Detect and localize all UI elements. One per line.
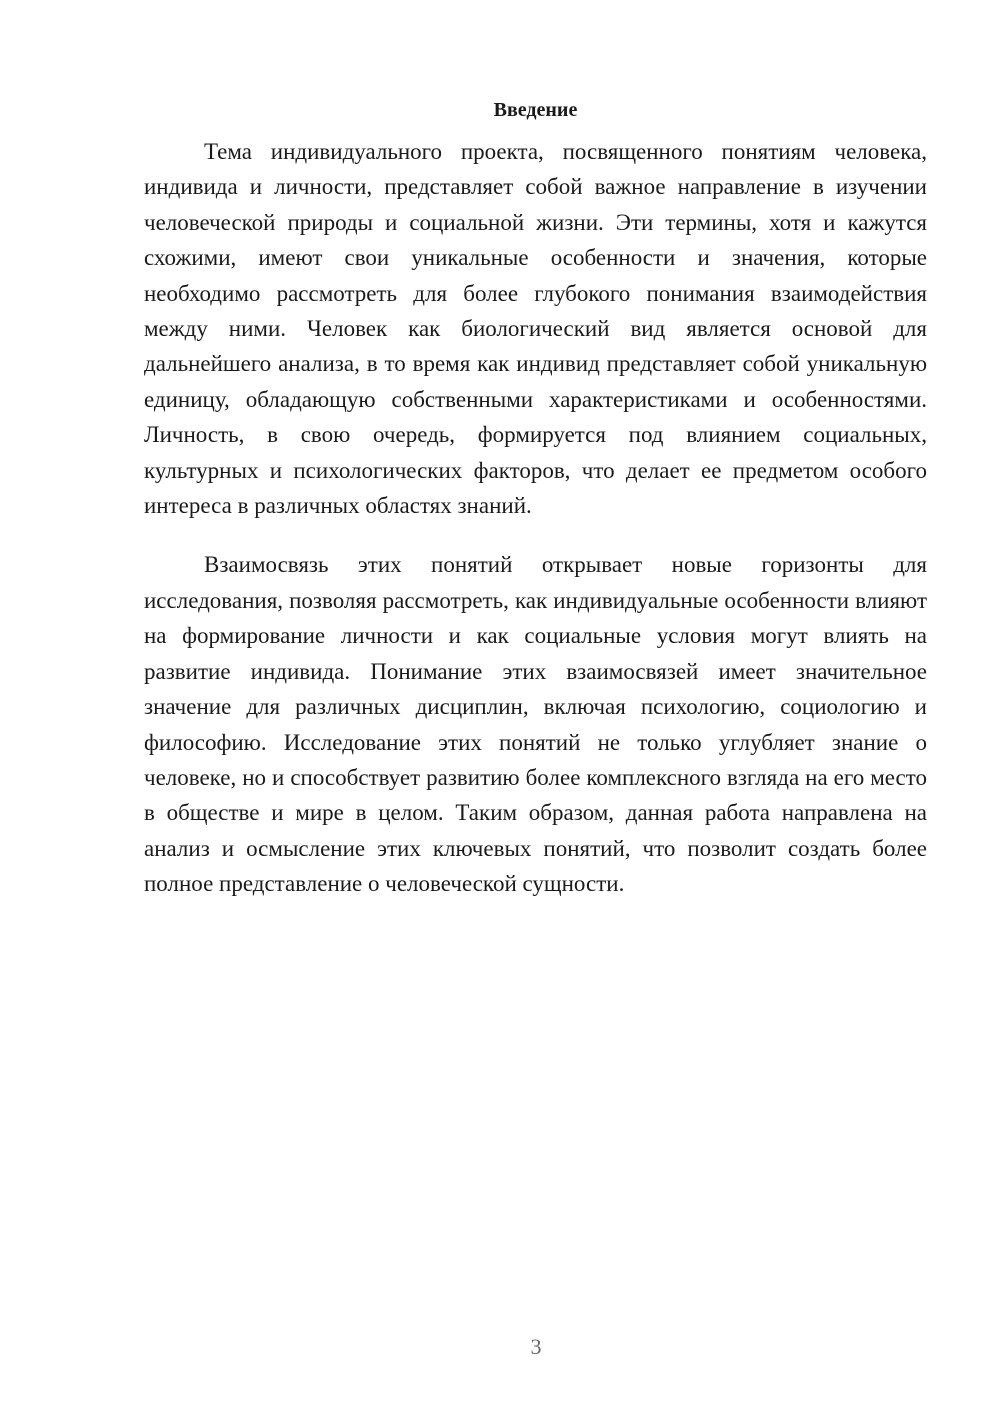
page-content [144,96,927,902]
paragraph-2: Взаимосвязь этих понятий открывает новые горизонты для исследования, позволяя рассмотреть, как индивидуальные особенности влияют на формирование личности и как социальные условия могут влиять на развитие индивида. Понимание этих взаимосвязей имеет значительное значение для различных дисциплин, включая психологию, социологию и философию. Исследование этих понятий не только углубляет знание о человеке, но и способствует развитию более комплексного взгляда на его место в обществе и мире в целом. Таким образом, данная работа направлена на анализ и осмысление этих ключевых понятий, что позволит создать более полное представление о человеческой сущности. [144,552,927,897]
paragraph-1: Тема индивидуального проекта, посвященного понятиям человека, индивида и личности, представляет собой важное направление в изучении человеческой природы и социальной жизни. Эти термины, хотя и кажутся схожими, имеют свои уникальные особенности и значения, которые необходимо рассмотреть для более глубокого понимания взаимодействия между ними. Человек как биологический вид является основой для дальнейшего анализа, в то время как индивид представляет собой уникальную единицу, обладающую собственными характеристиками и особенностями. Личность, в свою очередь, формируется под влиянием социальных, культурных и психологических факторов, что делает ее предметом особого интереса в различных областях знаний. [144,139,927,519]
page-number: 3 [530,1334,542,1359]
section-heading: Введение [493,99,578,121]
